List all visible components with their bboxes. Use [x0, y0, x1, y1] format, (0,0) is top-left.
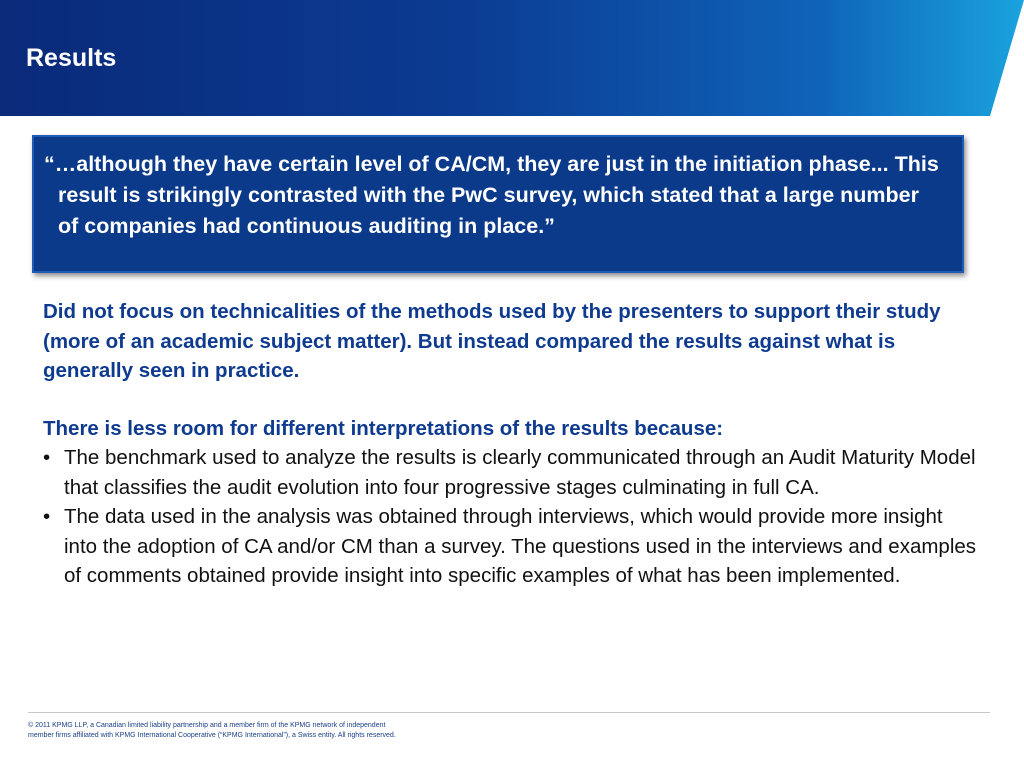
content-area [43, 297, 978, 591]
footer-divider [28, 712, 990, 713]
bullet-list [43, 443, 978, 591]
quote-box [32, 135, 964, 273]
bullet-marker: • [43, 505, 51, 528]
quote-text: “…although they have certain level of CA/CM, they are just in the initiation phase... This result is strikingly contrasted with the PwC survey, which stated that a large number of companies had continuous auditing in place.” [44, 152, 939, 238]
page-title: Results [26, 44, 117, 72]
copyright-line-1: © 2011 KPMG LLP, a Canadian limited liability partnership and a member firm of the KPMG network of independent [28, 722, 386, 729]
bullet-marker: • [43, 446, 51, 469]
bullet-item [43, 443, 978, 502]
bullet-item [43, 502, 978, 591]
copyright-notice [28, 721, 396, 741]
lead-paragraph: There is less room for different interpretations of the results because: [43, 416, 724, 440]
bullet-text: The benchmark used to analyze the results is clearly communicated through an Audit Maturity Model that classifies the audit evolution into four progressive stages culminating in full CA. [64, 446, 976, 499]
header-band [0, 0, 1024, 116]
copyright-line-2: member firms affiliated with KPMG International Cooperative (“KPMG International”), a Swiss entity. All rights reserved. [28, 732, 396, 739]
header-gradient-shape [0, 0, 1024, 116]
bullet-text: The data used in the analysis was obtained through interviews, which would provide more insight into the adoption of CA and/or CM than a survey. The questions used in the interviews and examples of comments obtained provide insight into specific examples of what has been implemented. [64, 505, 977, 587]
focus-paragraph: Did not focus on technicalities of the methods used by the presenters to support their study (more of an academic subject matter). But instead compared the results against what is generally seen in practice. [43, 300, 941, 382]
